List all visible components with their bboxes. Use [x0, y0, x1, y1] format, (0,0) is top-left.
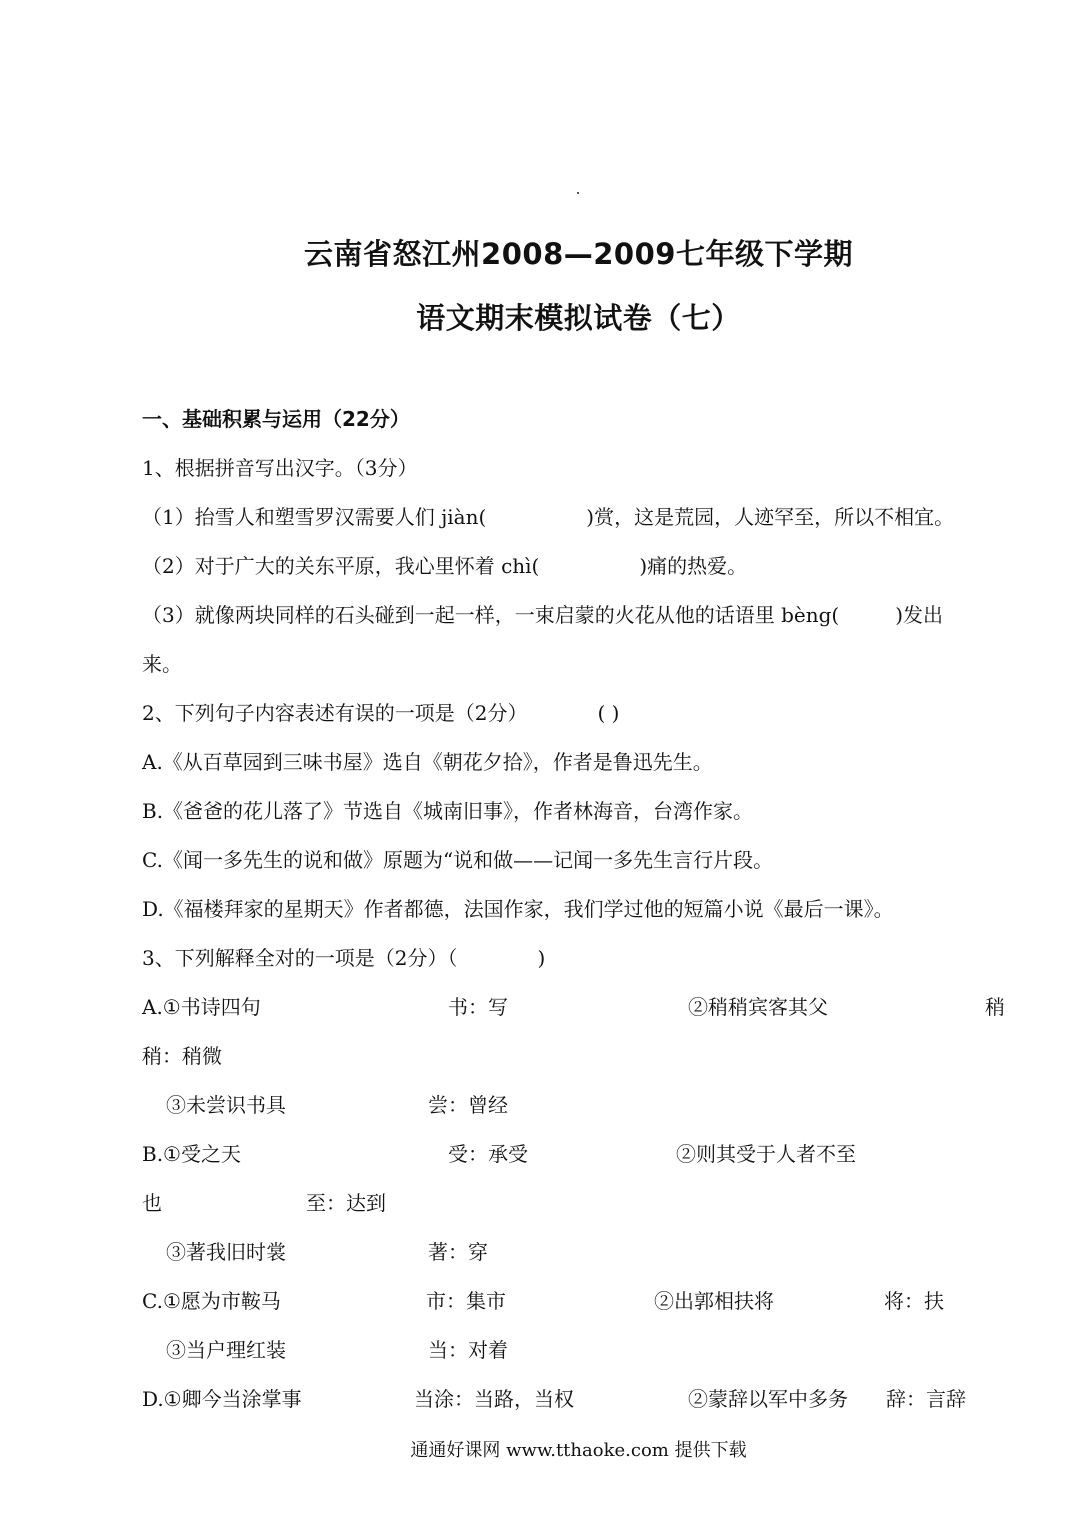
q3-stem-text: 3、下列解释全对的一项是（2分）（: [142, 946, 458, 970]
q3-a-item3: ③未尝识书具: [166, 1093, 286, 1117]
q3-b-item1: B.①受之天: [142, 1142, 241, 1166]
q3-c-item2: ②出郭相扶将: [654, 1289, 774, 1313]
q1-stem: 1、根据拼音写出汉字。（3分）: [142, 456, 418, 480]
page-footer: 通通好课网 www.tthaoke.com 提供下载: [410, 1440, 747, 1461]
q1-item3-text-b: )发出: [895, 603, 944, 627]
q3-d-item2: ②蒙辞以军中多务: [688, 1387, 848, 1411]
q3-a-item1-gloss: 书：写: [448, 995, 508, 1019]
exam-title-line2: 语文期末模拟试卷（七）: [416, 301, 741, 335]
q1-item3: [142, 601, 943, 629]
q2-option-b: B.《爸爸的花儿落了》节选自《城南旧事》，作者林海音，台湾作家。: [142, 799, 754, 823]
q3-b-item2: ②则其受于人者不至: [676, 1142, 856, 1166]
scan-speck: [577, 192, 579, 194]
q2-answer-paren: ( ): [597, 701, 620, 725]
q3-b-item3-gloss: 著：穿: [428, 1240, 488, 1264]
q1-item1-text-b: )赏，这是荒园，人迹罕至，所以不相宜。: [586, 505, 955, 529]
q2-option-c: C.《闻一多先生的说和做》原题为“说和做——记闻一多先生言行片段。: [142, 848, 774, 872]
q3-a-item3-gloss: 尝：曾经: [428, 1093, 508, 1117]
q3-stem: [142, 944, 545, 972]
q3-c-item2-gloss: 将：扶: [884, 1289, 944, 1313]
q1-item2: [142, 552, 747, 580]
q3-d-item2-gloss: 辞：言辞: [886, 1387, 966, 1411]
q3-a-item2-gloss-start: 稍: [985, 995, 1005, 1019]
exam-title-line1: 云南省怒江州2008—2009七年级下学期: [304, 237, 853, 271]
q3-c-item3: ③当户理红装: [166, 1338, 286, 1362]
q2-stem: [142, 699, 619, 727]
q3-stem-end: ): [537, 946, 546, 970]
q1-item3-text-a: （3）就像两块同样的石头碰到一起一样，一束启蒙的火花从他的话语里 bèng(: [142, 603, 840, 627]
section-heading: 一、基础积累与运用（22分）: [142, 407, 410, 431]
q2-option-d: D.《福楼拜家的星期天》作者都德，法国作家，我们学过他的短篇小说《最后一课》。: [142, 897, 894, 921]
q2-stem-text: 2、下列句子内容表述有误的一项是（2分）: [142, 701, 528, 725]
q3-c-item1-gloss: 市：集市: [426, 1289, 506, 1313]
q3-a-item2-gloss-cont: 稍：稍微: [142, 1044, 222, 1068]
q3-c-item3-gloss: 当：对着: [428, 1338, 508, 1362]
q3-d-item1-gloss: 当涂：当路，当权: [414, 1387, 574, 1411]
q1-item2-text-a: （2）对于广大的关东平原，我心里怀着 chì(: [142, 554, 540, 578]
q3-b-item2-gloss: 至：达到: [306, 1191, 386, 1215]
q3-b-item2-cont: 也: [142, 1191, 162, 1215]
q1-item3-cont: 来。: [142, 652, 182, 676]
q1-item2-text-b: )痛的热爱。: [639, 554, 748, 578]
q3-a-item1: A.①书诗四句: [142, 995, 261, 1019]
q3-b-item3: ③著我旧时裳: [166, 1240, 286, 1264]
q1-item1: [142, 503, 954, 531]
q2-option-a: A.《从百草园到三味书屋》选自《朝花夕拾》，作者是鲁迅先生。: [142, 750, 713, 774]
q1-item1-text-a: （1）抬雪人和塑雪罗汉需要人们 jiàn(: [142, 505, 487, 529]
q3-b-item1-gloss: 受：承受: [448, 1142, 528, 1166]
q3-d-item1: D.①卿今当涂掌事: [142, 1387, 302, 1411]
q3-c-item1: C.①愿为市鞍马: [142, 1289, 281, 1313]
q3-a-item2: ②稍稍宾客其父: [688, 995, 828, 1019]
